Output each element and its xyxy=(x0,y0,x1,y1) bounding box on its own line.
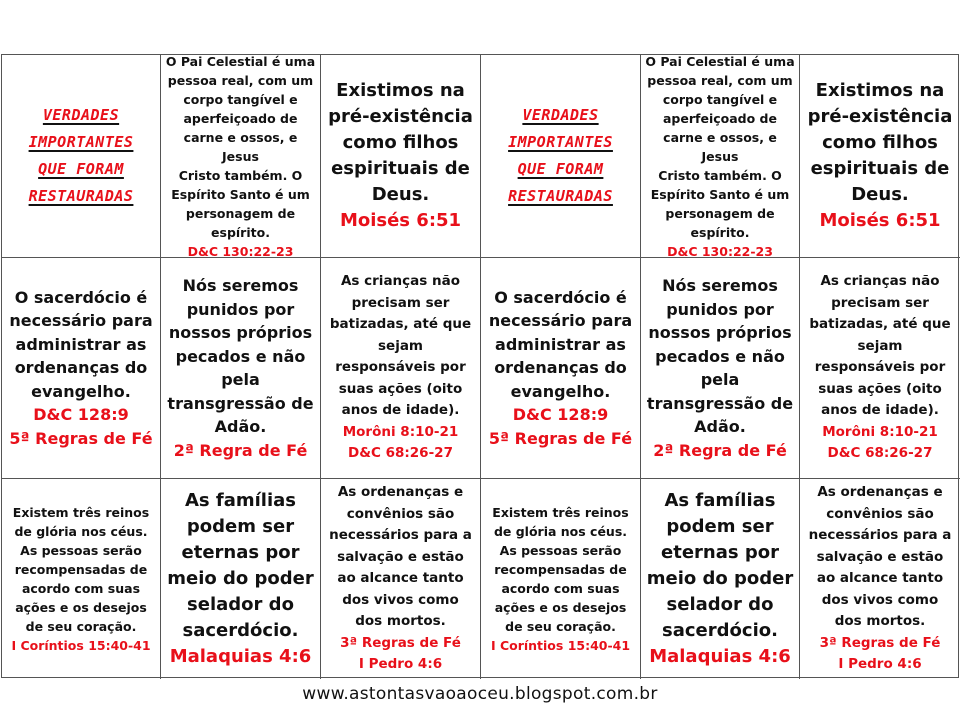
card-reference: 2ª Regra de Fé xyxy=(173,440,308,460)
card-reference: I Coríntios 15:40-41 xyxy=(490,638,631,653)
card-reference: 2ª Regra de Fé xyxy=(653,440,787,460)
card-text: O Pai Celestial é uma pessoa real, com um corpo tangível e aperfeiçoado de carne e ossos, e Jesus Cristo também. O Espírito Santo é um personagem de espírito. xyxy=(165,55,316,240)
card-reference: Morôni 8:10-21 D&C 68:26-27 xyxy=(342,423,459,462)
card-pai-celestial xyxy=(161,55,321,258)
card-pai-celestial xyxy=(641,55,800,258)
card-text: O Pai Celestial é uma pessoa real, com um corpo tangível e aperfeiçoado de carne e ossos, e Jesus Cristo também. O Espírito Santo é um personagem de espírito. xyxy=(645,55,795,240)
card-reference: Malaquias 4:6 xyxy=(169,646,312,667)
card-text: As crianças não precisam ser batizadas, até que sejam responsáveis por suas ações (oito anos de idade). xyxy=(329,273,472,419)
card-familias xyxy=(641,479,800,679)
card-tres-reinos xyxy=(2,479,161,679)
card-reference: D&C 130:22-23 xyxy=(187,243,294,258)
card-ordenancas xyxy=(800,479,960,679)
card-text: As ordenanças e convênios são necessários para a salvação e estão ao alcance tanto dos vivos como dos mortos. xyxy=(808,484,952,630)
card-text: Nós seremos punidos por nossos próprios pecados e não pela transgressão de Adão. xyxy=(646,276,794,436)
card-reference: Malaquias 4:6 xyxy=(649,646,791,667)
card-reference: D&C 130:22-23 xyxy=(667,243,773,258)
card-criancas xyxy=(800,258,960,479)
card-text: Existem três reinos de glória nos céus. As pessoas serão recompensadas de acordo com suas ações e os desejos de seu coração. xyxy=(12,505,150,634)
card-punidos xyxy=(641,258,800,479)
card-reference: D&C 128:9 5ª Regras de Fé xyxy=(9,405,153,448)
card-text: As famílias podem ser eternas por meio do poder selador do sacerdócio. xyxy=(646,490,794,641)
card-reference: I Coríntios 15:40-41 xyxy=(11,638,151,653)
card-text: As ordenanças e convênios são necessários para a salvação e estão ao alcance tanto dos vivos como dos mortos. xyxy=(329,484,472,630)
card-reference: Moisés 6:51 xyxy=(339,210,462,231)
card-punidos xyxy=(161,258,321,479)
card-text: Existimos na pré-existência como filhos espirituais de Deus. xyxy=(807,80,953,205)
title-card xyxy=(481,55,641,258)
verdades-grid xyxy=(1,54,959,678)
card-text: As crianças não precisam ser batizadas, até que sejam responsáveis por suas ações (oito anos de idade). xyxy=(809,273,951,419)
card-ordenancas xyxy=(321,479,481,679)
card-reference: D&C 128:9 5ª Regras de Fé xyxy=(488,405,633,448)
card-reference: Morôni 8:10-21 D&C 68:26-27 xyxy=(822,423,938,462)
card-text: Existimos na pré-existência como filhos espirituais de Deus. xyxy=(328,80,473,205)
card-familias xyxy=(161,479,321,679)
card-text: O sacerdócio é necessário para administrar as ordenanças do evangelho. xyxy=(488,287,633,401)
card-pre-existencia xyxy=(800,55,960,258)
card-sacerdocio xyxy=(481,258,641,479)
card-tres-reinos xyxy=(481,479,641,679)
card-text: Nós seremos punidos por nossos próprios pecados e não pela transgressão de Adão. xyxy=(167,276,314,436)
card-reference: 3ª Regras de Fé I Pedro 4:6 xyxy=(340,634,461,673)
card-text: O sacerdócio é necessário para administrar as ordenanças do evangelho. xyxy=(9,287,153,401)
title-text: VERDADES IMPORTANTES QUE FORAM RESTAURADAS xyxy=(508,106,613,205)
card-reference: Moisés 6:51 xyxy=(819,210,941,231)
footer-url: www.astontasvaoaoceu.blogspot.com.br xyxy=(302,684,658,704)
card-text: Existem três reinos de glória nos céus. As pessoas serão recompensadas de acordo com suas ações e os desejos de seu coração. xyxy=(492,505,629,634)
title-card xyxy=(2,55,161,258)
title-text: VERDADES IMPORTANTES QUE FORAM RESTAURADAS xyxy=(28,106,134,205)
card-criancas xyxy=(321,258,481,479)
card-text: As famílias podem ser eternas por meio do poder selador do sacerdócio. xyxy=(167,490,314,641)
card-sacerdocio xyxy=(2,258,161,479)
card-pre-existencia xyxy=(321,55,481,258)
card-reference: 3ª Regras de Fé I Pedro 4:6 xyxy=(819,634,941,673)
